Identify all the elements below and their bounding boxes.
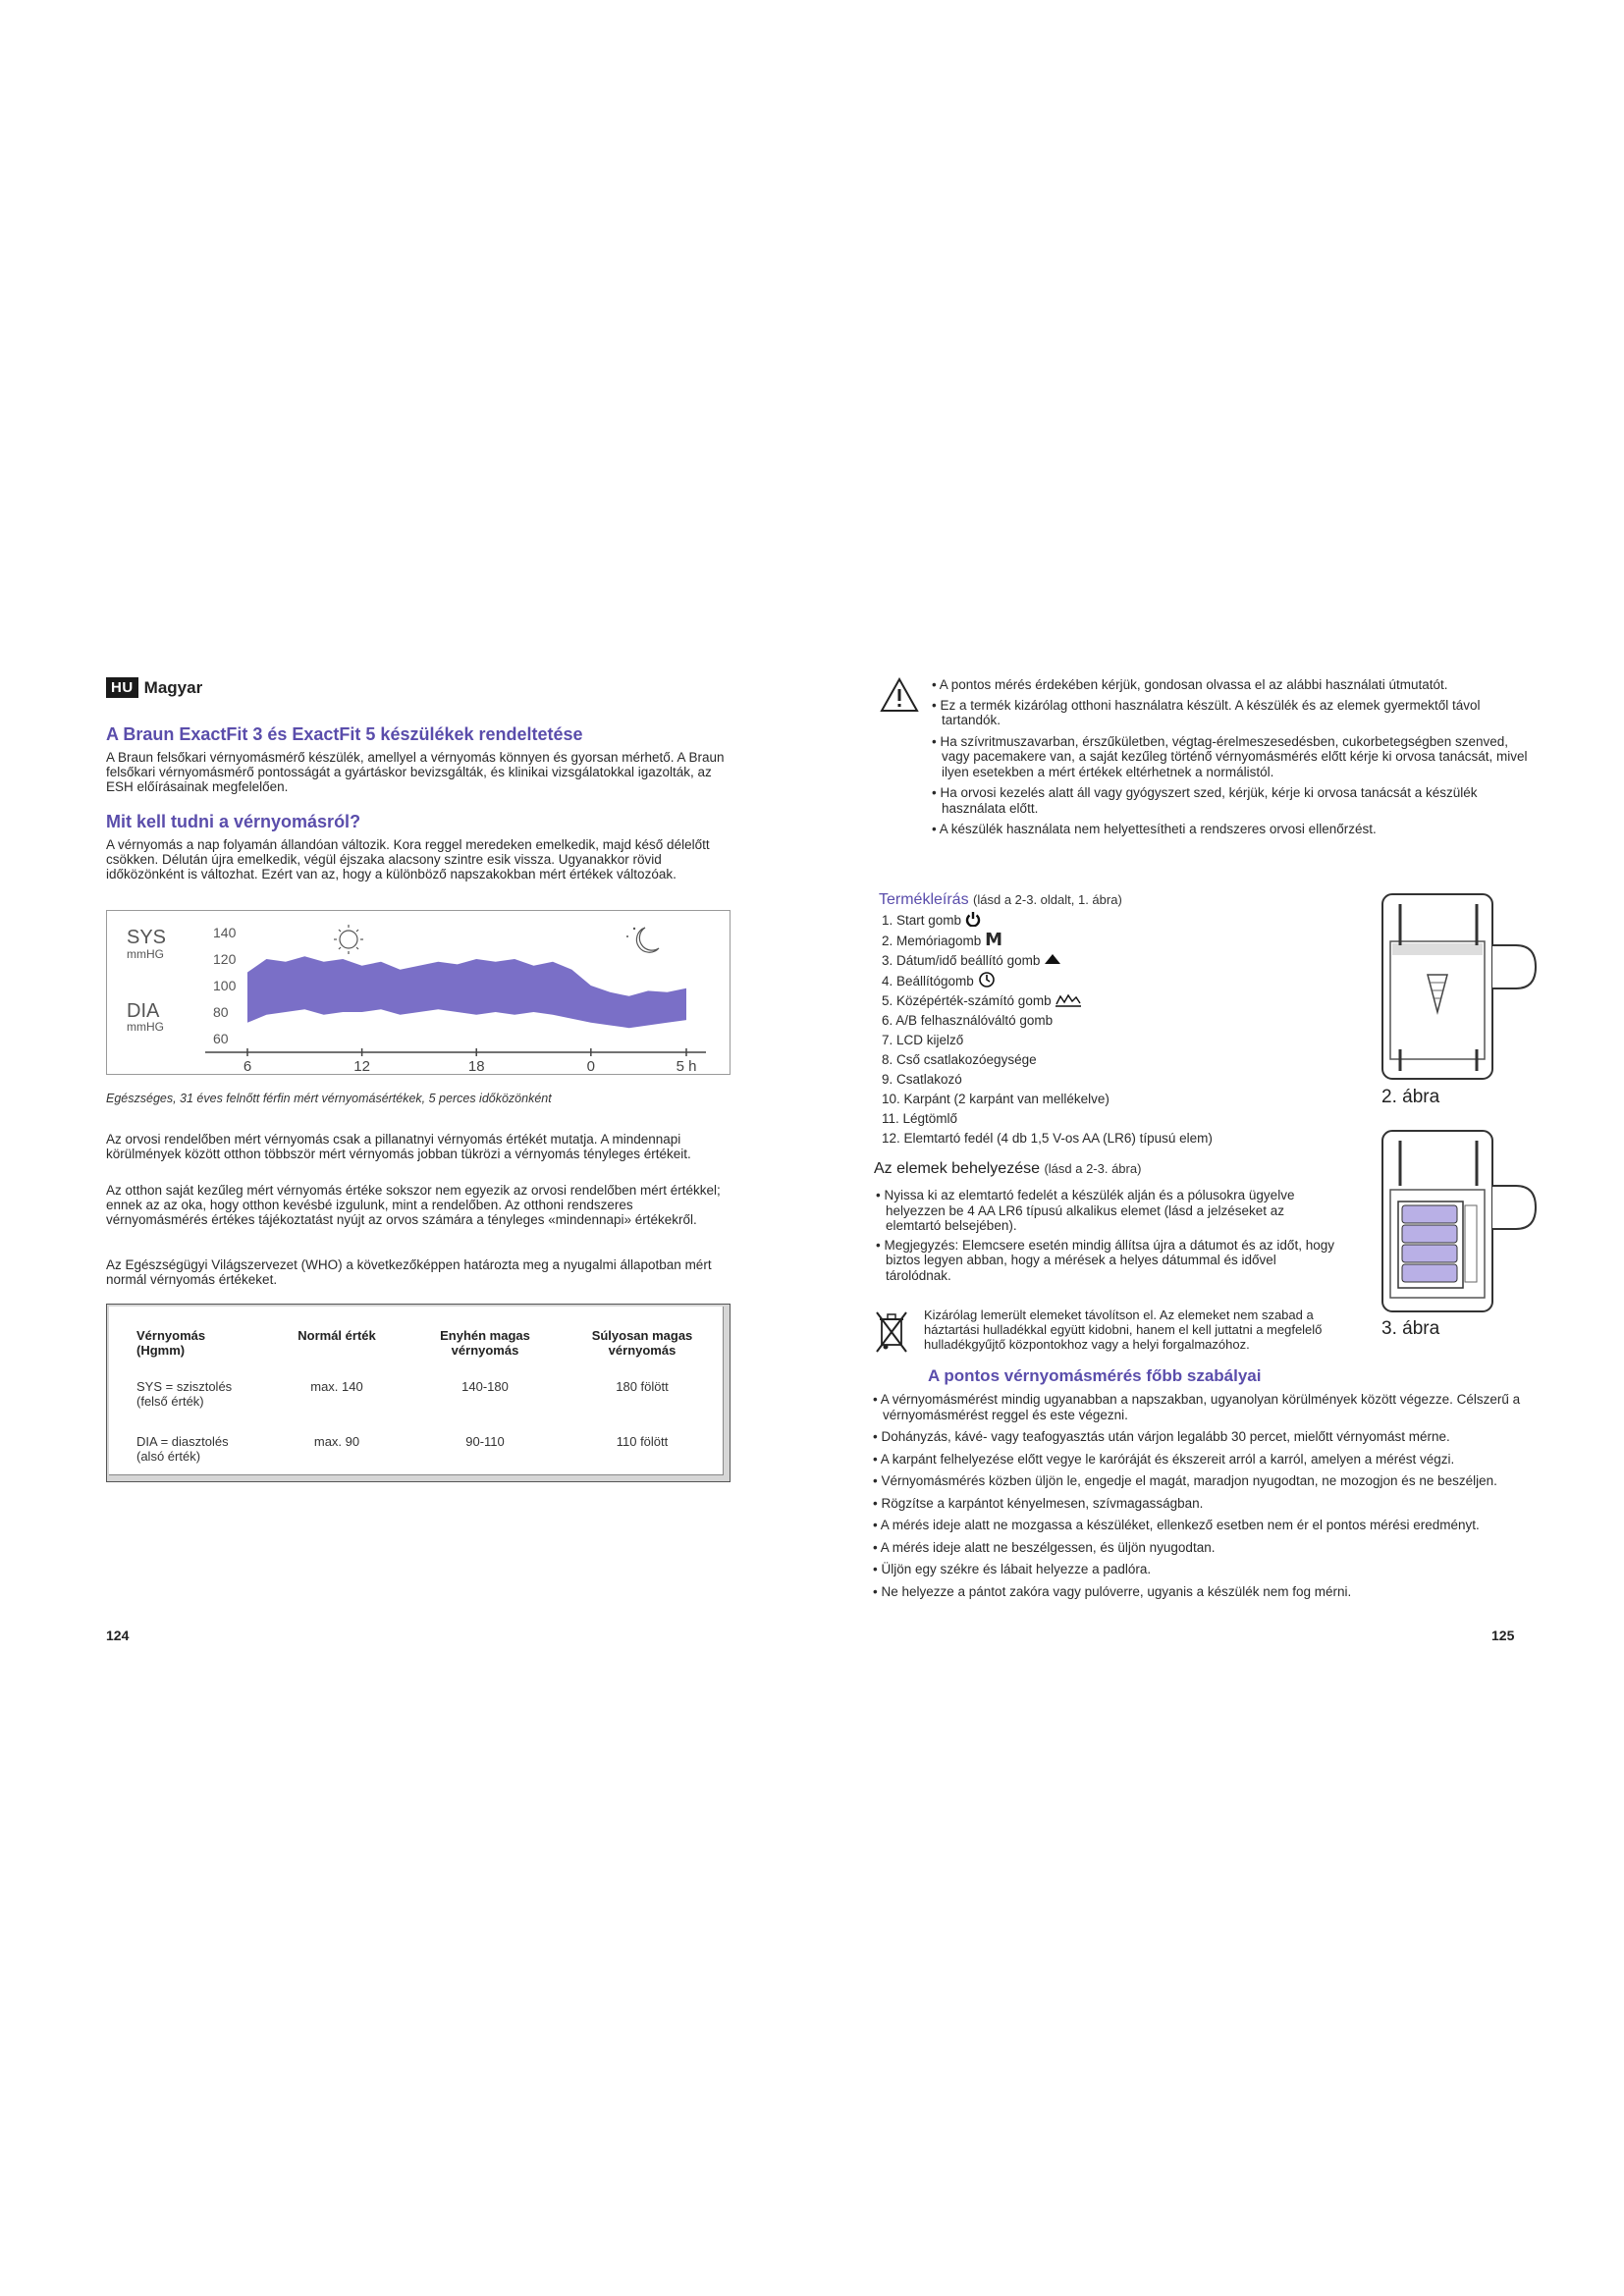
battery-heading: Az elemek behelyezése <box>874 1160 1040 1177</box>
dia-label: DIA <box>127 1000 160 1022</box>
list-item: • Vérnyomásmérés közben üljön le, engedje el magát, maradjon nyugodtan, ne mozogjon és ne beszéljen. <box>873 1473 1497 1488</box>
table-cell: max. 140 <box>310 1379 363 1394</box>
x-tick-label: 18 <box>467 1058 485 1074</box>
list-item: • Rögzítse a karpántot kényelmesen, szívmagasságban. <box>873 1495 1204 1511</box>
triangle-up-icon <box>1044 953 1061 965</box>
disposal-text: Kizárólag lemerült elemeket távolítson el. Az elemeket nem szabad a háztartási hulladékkal együtt kidobni, hanem el kell juttatni a megfelelő hulladékgyűjtő központokhoz vagy a helyi forgalmazóhoz. <box>924 1308 1323 1352</box>
product-parts-list <box>882 911 1333 1148</box>
figure-3-label: 3. ábra <box>1381 1318 1440 1339</box>
who-table <box>106 1304 731 1482</box>
table-cell: max. 90 <box>313 1434 360 1449</box>
intended-use-heading: A Braun ExactFit 3 és ExactFit 5 készülékek rendeltetése <box>106 724 583 744</box>
table-cell: DIA = diasztolés (alsó érték) <box>136 1434 229 1464</box>
bp-range-band <box>247 956 686 1028</box>
list-item: • Ne helyezze a pántot zakóra vagy pulóverre, ugyanis a készülék nem fog mérni. <box>873 1583 1352 1599</box>
sys-unit: mmHG <box>127 947 164 961</box>
list-item: 4. Beállítógomb <box>882 971 1333 991</box>
office-measurement-text: Az orvosi rendelőben mért vérnyomás csak a pillanatnyi vérnyomás értékét mutatja. A mindennapi körülmények között otthon többször mért vérnyomás jobban tükrözi a vérnyomás tényleges értékeit. <box>106 1132 691 1161</box>
figure-3-battery-illustration <box>1379 1127 1553 1315</box>
y-tick-label: 80 <box>213 1004 229 1020</box>
list-item: 3. Dátum/idő beállító gomb <box>882 951 1333 971</box>
y-tick-label: 140 <box>213 925 237 940</box>
table-header-mild: Enyhén magas vérnyomás <box>440 1328 530 1358</box>
product-section-title <box>879 891 1122 909</box>
average-icon <box>1055 992 1082 1008</box>
sys-label: SYS <box>127 927 167 948</box>
table-header-bp: Vérnyomás (Hgmm) <box>136 1328 206 1358</box>
list-item: • A karpánt felhelyezése előtt vegye le karóráját és ékszereit arról a karról, amelyen a mérést végzi. <box>873 1451 1455 1467</box>
chart-caption: Egészséges, 31 éves felnőtt férfin mért vérnyomásértékek, 5 perces időközönként <box>106 1092 552 1105</box>
rules-heading: A pontos vérnyomásmérés főbb szabályai <box>928 1366 1262 1385</box>
table-header-severe: Súlyosan magas vérnyomás <box>591 1328 693 1358</box>
page-number-right: 125 <box>1491 1628 1515 1643</box>
battery-list <box>874 1188 1335 1283</box>
sun-icon <box>334 925 363 954</box>
list-item: • A mérés ideje alatt ne beszélgessen, és üljön nyugodtan. <box>873 1539 1216 1555</box>
list-item: 1. Start gomb <box>882 911 1333 931</box>
list-item: 9. Csatlakozó <box>882 1072 962 1087</box>
dia-unit: mmHG <box>127 1020 164 1034</box>
list-item: • A vérnyomásmérést mindig ugyanabban a napszakban, ugyanolyan körülmények között végezze. Célszerű a vérnyomásmérést reggel és este végezni. <box>873 1392 1521 1422</box>
figure-2-device-illustration <box>1379 890 1553 1083</box>
y-tick-label: 60 <box>213 1031 229 1046</box>
list-item: • Ez a termék kizárólag otthoni használatra készült. A készülék és az elemek gyermektől távol tartandók. <box>932 697 1481 727</box>
y-tick-label: 100 <box>213 978 237 993</box>
battery-section-title <box>874 1160 1141 1178</box>
language-code-badge: HU <box>106 677 138 698</box>
language-name: Magyar <box>143 677 203 697</box>
blood-pressure-chart <box>106 910 731 1075</box>
home-measurement-text: Az otthon saját kezűleg mért vérnyomás értéke sokszor nem egyezik az orvosi rendelőben mért értékkel; ennek az az oka, hogy otthon kevésbé izgulunk, mint a rendelőben. Az otthoni rendszeres vérnyomásmérés értékes tájékoztatást nyújt az orvos számára a tényleges «mindennapi» értékekről. <box>106 1183 721 1227</box>
table-cell: 180 fölött <box>616 1379 669 1394</box>
memory-icon: M <box>985 930 1002 950</box>
list-item: • A mérés ideje alatt ne mozgassa a készüléket, ellenkező esetben nem ér el pontos mérési eredményt. <box>873 1518 1480 1532</box>
list-item: 5. Középérték-számító gomb <box>882 991 1333 1011</box>
list-item: 12. Elemtartó fedél (4 db 1,5 V-os AA (LR6) típusú elem) <box>882 1131 1213 1146</box>
list-item: • A pontos mérés érdekében kérjük, gondosan olvassa el az alábbi használati útmutatót. <box>932 677 1448 692</box>
figure-2-label: 2. ábra <box>1381 1087 1440 1107</box>
warning-list <box>930 677 1529 837</box>
product-reference: (lásd a 2-3. oldalt, 1. ábra) <box>973 892 1122 907</box>
list-item: 7. LCD kijelző <box>882 1033 964 1047</box>
list-item: • A készülék használata nem helyettesítheti a rendszeres orvosi ellenőrzést. <box>932 822 1377 836</box>
product-heading: Termékleírás <box>879 891 969 908</box>
table-cell: 90-110 <box>465 1434 505 1449</box>
x-tick-label: 6 <box>243 1058 252 1074</box>
crossed-bin-icon <box>874 1309 909 1355</box>
list-item: 6. A/B felhasználóváltó gomb <box>882 1013 1054 1028</box>
who-text: Az Egészségügyi Világszervezet (WHO) a következőképpen határozta meg a nyugalmi állapotban mért normál vérnyomás értékeket. <box>106 1257 712 1287</box>
x-tick-label: 0 <box>586 1058 595 1074</box>
x-tick-label: 5 h <box>676 1058 697 1074</box>
table-header-normal: Normál érték <box>298 1328 376 1343</box>
table-cell: 110 fölött <box>616 1434 669 1449</box>
list-item: • Ha szívritmuszavarban, érszűkületben, végtag-érelmeszesedésben, cukorbetegségben szenved, vagy pacemakere van, a saját kezűleg történő vérnyomásmérés előtt kérje ki orvosa tanácsát, mivel ilyen esetekben a mért értékek eltérhetnek a normálistól. <box>932 733 1528 779</box>
chart-svg <box>107 911 730 1074</box>
blood-pressure-text: A vérnyomás a nap folyamán állandóan változik. Kora reggel meredeken emelkedik, majd késő délelőtt csökken. Délután újra emelkedik, végül éjszaka alacsony szintre esik vissza. Ugyanakkor rövid időközönként is változhat. Ezért van az, hogy a különböző napszakokban mért értékek változóak. <box>106 837 710 881</box>
y-tick-label: 120 <box>213 951 237 967</box>
list-item: • Nyissa ki az elemtartó fedelét a készülék alján és a pólusokra ügyelve helyezzen be 4 AA LR6 típusú alkalikus elemet (lásd a jelzéseket az elemtartó belsejében). <box>876 1188 1295 1233</box>
list-item: • Megjegyzés: Elemcsere esetén mindig állítsa újra a dátumot és az időt, hogy biztos legyen abban, hogy a mérések a helyes dátummal és idővel tárolódnak. <box>876 1237 1334 1283</box>
list-item: • Ha orvosi kezelés alatt áll vagy gyógyszert szed, kérjük, kérje ki orvosa tanácsát a készülék használata előtt. <box>932 785 1478 816</box>
clock-icon <box>978 971 996 988</box>
x-tick-label: 12 <box>353 1058 370 1074</box>
list-item: 2. Memóriagomb M <box>882 930 1002 950</box>
blood-pressure-heading: Mit kell tudni a vérnyomásról? <box>106 812 361 831</box>
page-number-left: 124 <box>106 1628 130 1643</box>
table-cell: SYS = szisztolés (felső érték) <box>136 1379 233 1409</box>
list-item: • Dohányzás, kávé- vagy teafogyasztás után várjon legalább 30 percet, mielőtt vérnyomást mérne. <box>873 1429 1450 1444</box>
warning-icon <box>880 677 919 713</box>
list-item: 8. Cső csatlakozóegysége <box>882 1052 1037 1067</box>
list-item: 10. Karpánt (2 karpánt van mellékelve) <box>882 1092 1110 1106</box>
intended-use-text: A Braun felsőkari vérnyomásmérő készülék, amellyel a vérnyomás könnyen és gyorsan mérhető. A Braun felsőkari vérnyomásmérő pontosságát a gyártáskor bevizsgálták, és klinikai vizsgálatokkal igazolták, az ESH előírásainak megfelelően. <box>106 750 725 794</box>
list-item: • Üljön egy székre és lábait helyezze a padlóra. <box>873 1562 1152 1576</box>
rules-list <box>871 1392 1539 1599</box>
language-header <box>106 677 202 698</box>
moon-icon <box>626 928 659 952</box>
battery-reference: (lásd a 2-3. ábra) <box>1044 1161 1142 1176</box>
list-item: 11. Légtömlő <box>882 1111 958 1126</box>
table-cell: 140-180 <box>461 1379 509 1394</box>
power-icon <box>965 911 981 927</box>
